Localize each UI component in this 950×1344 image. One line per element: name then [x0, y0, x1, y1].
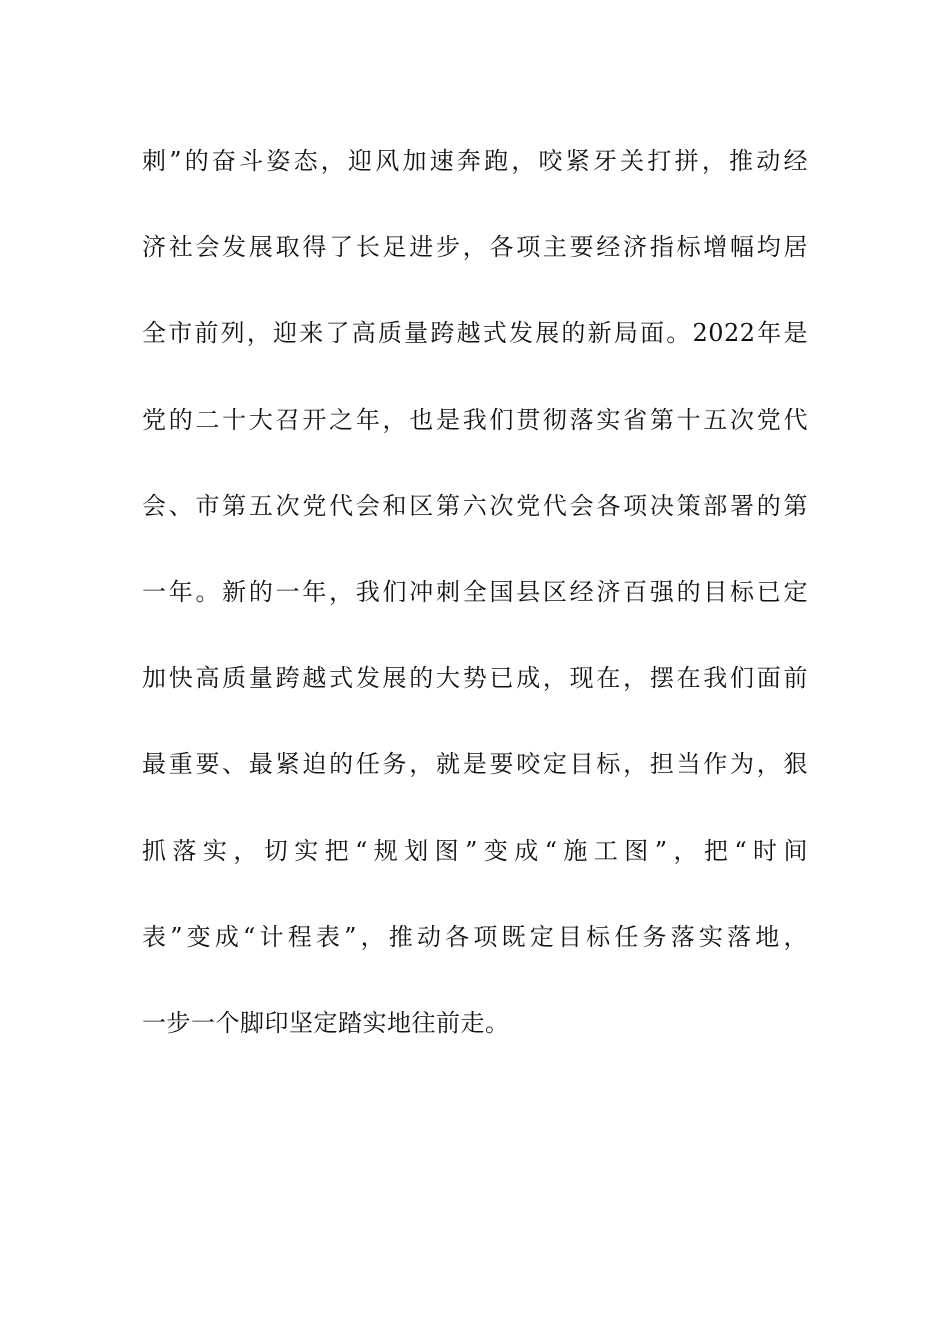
text-line: 一年。新的一年，我们冲刺全国县区经济百强的目标已定 [142, 577, 808, 606]
text-line: 加快高质量跨越式发展的大势已成，现在，摆在我们面前 [142, 664, 808, 693]
text-line: 刺”的奋斗姿态，迎风加速奔跑，咬紧牙关打拼，推动经 [142, 147, 808, 175]
text-line: 会、市第五次党代会和区第六次党代会各项决策部署的第 [142, 491, 808, 520]
text-line: 全市前列，迎来了高质量跨越式发展的新局面。2022年是 [142, 319, 808, 348]
body-paragraph [142, 141, 808, 1089]
text-line: 党的二十大召开之年，也是我们贯彻落实省第十五次党代 [142, 405, 808, 434]
text-line-last: 一步一个脚印坚定踏实地往前走。 [142, 1008, 510, 1037]
text-line: 抓落实，切实把“规划图”变成“施工图”，把“时间 [142, 836, 808, 865]
text-line: 济社会发展取得了长足进步，各项主要经济指标增幅均居 [142, 233, 808, 262]
text-line: 表”变成“计程表”，推动各项既定目标任务落实落地， [142, 922, 808, 951]
text-line: 最重要、最紧迫的任务，就是要咬定目标，担当作为，狠 [142, 750, 808, 779]
